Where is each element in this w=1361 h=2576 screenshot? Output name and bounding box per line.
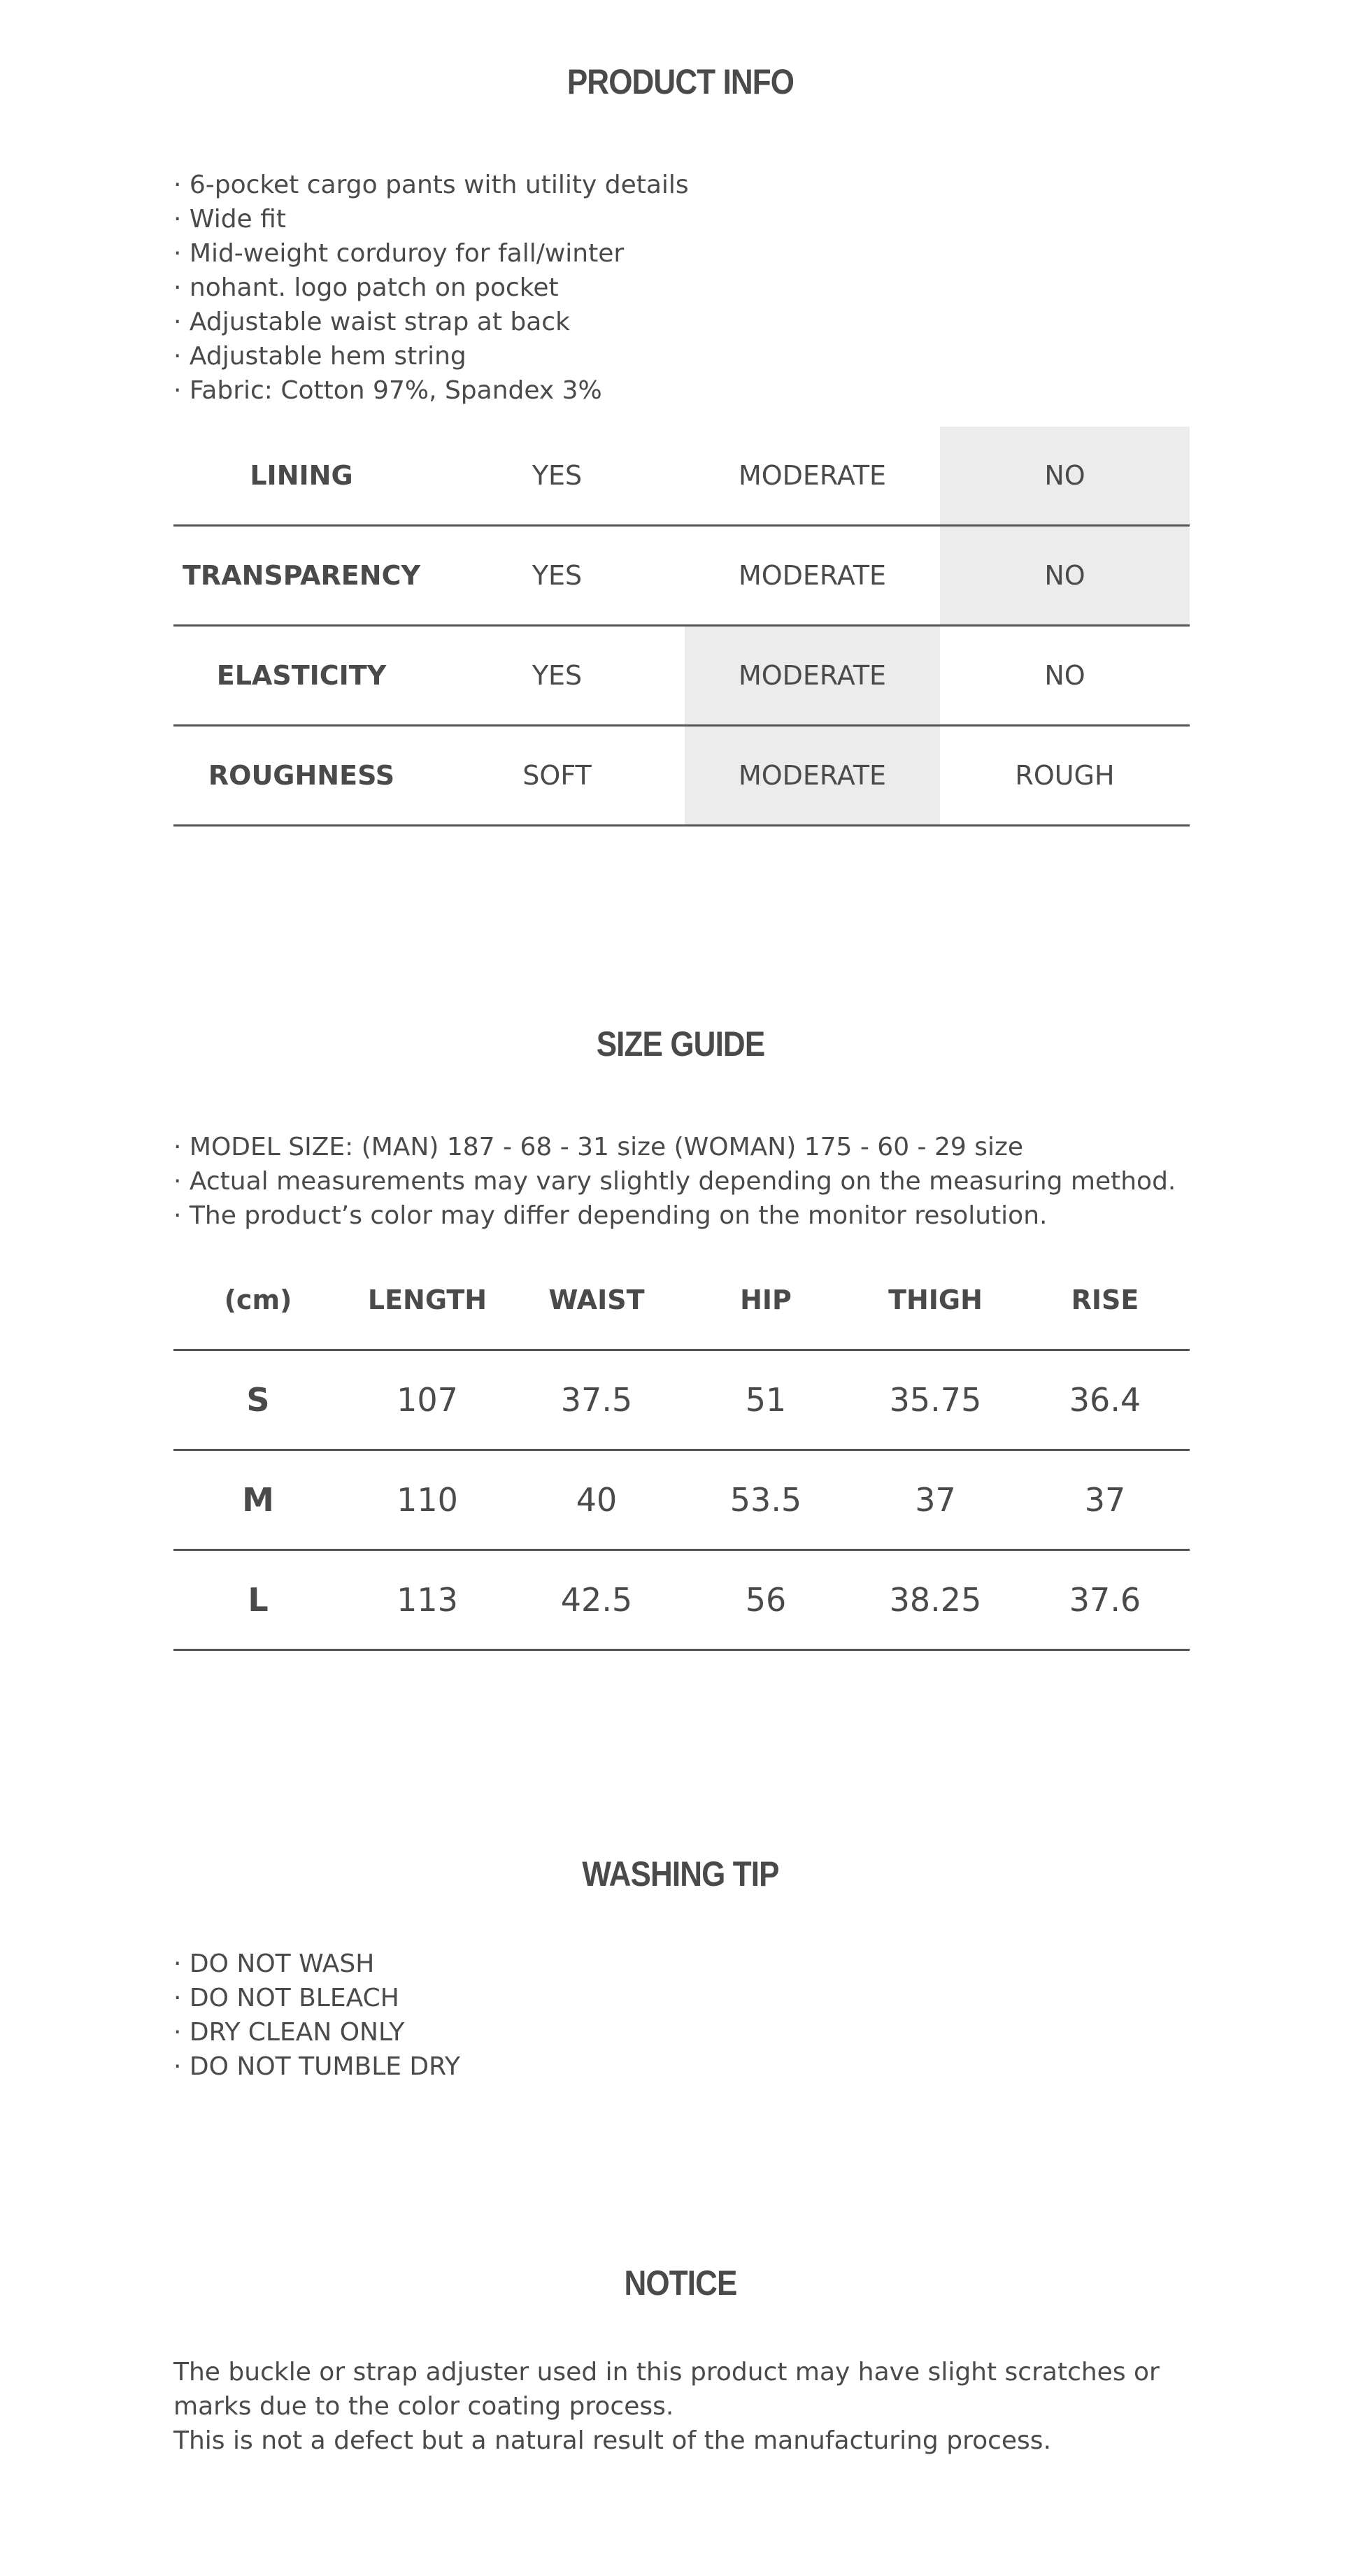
list-item: · Adjustable waist strap at back [173,305,689,339]
table-cell: 37.5 [512,1350,681,1450]
list-item: · DRY CLEAN ONLY [173,2015,460,2049]
size-label: S [173,1350,343,1450]
notice-line: marks due to the color coating process. [173,2392,674,2421]
list-item: · Adjustable hem string [173,339,689,373]
notice-title: NOTICE [624,2263,737,2303]
table-cell: 42.5 [512,1550,681,1650]
table-cell: 110 [343,1450,512,1550]
attribute-option: SOFT [429,726,685,826]
notice-line: The buckle or strap adjuster used in this product may have slight scratches or [173,2358,1160,2387]
column-header: RISE [1020,1251,1190,1350]
attribute-label: ELASTICITY [173,626,429,726]
list-item: · The product’s color may differ depending on the monitor resolution. [173,1198,1176,1233]
size-chart-table [173,1251,1190,1651]
table-cell: 35.75 [850,1350,1020,1450]
attribute-label: TRANSPARENCY [173,526,429,626]
attribute-option: ROUGH [940,726,1190,826]
column-header: HIP [681,1251,850,1350]
attribute-option: MODERATE [685,526,940,626]
product-info-list [173,168,689,408]
table-cell: 37.6 [1020,1550,1190,1650]
table-cell: 37 [1020,1450,1190,1550]
table-row [173,427,1190,526]
attribute-option: YES [429,526,685,626]
list-item: · 6-pocket cargo pants with utility details [173,168,689,202]
list-item: · Actual measurements may vary slightly depending on the measuring method. [173,1164,1176,1198]
table-header-row [173,1251,1190,1350]
notice-text [173,2355,1188,2458]
table-cell: 113 [343,1550,512,1650]
table-cell: 56 [681,1550,850,1650]
table-cell: 37 [850,1450,1020,1550]
list-item: · Wide fit [173,202,689,236]
table-row [173,726,1190,826]
table-cell: 36.4 [1020,1350,1190,1450]
size-label: M [173,1450,343,1550]
size-guide-title: SIZE GUIDE [596,1024,765,1064]
column-header: WAIST [512,1251,681,1350]
attribute-option: MODERATE [685,626,940,726]
product-info-title: PRODUCT INFO [567,62,794,101]
size-label: L [173,1550,343,1650]
table-row [173,526,1190,626]
size-guide-notes [173,1130,1176,1233]
list-item: · DO NOT TUMBLE DRY [173,2049,460,2084]
table-cell: 38.25 [850,1550,1020,1650]
table-row [173,1350,1190,1450]
attribute-option: NO [940,526,1190,626]
attribute-option: MODERATE [685,726,940,826]
list-item: · MODEL SIZE: (MAN) 187 - 68 - 31 size (WOMAN) 175 - 60 - 29 size [173,1130,1176,1164]
table-cell: 53.5 [681,1450,850,1550]
washing-tip-title: WASHING TIP [582,1854,779,1894]
table-row [173,626,1190,726]
attribute-option: MODERATE [685,427,940,526]
column-header: LENGTH [343,1251,512,1350]
table-row [173,1550,1190,1650]
list-item: · DO NOT BLEACH [173,1981,460,2015]
list-item: · DO NOT WASH [173,1947,460,1981]
list-item: · Mid-weight corduroy for fall/winter [173,236,689,271]
list-item: · Fabric: Cotton 97%, Spandex 3% [173,373,689,408]
column-header: (cm) [173,1251,343,1350]
attribute-option: NO [940,427,1190,526]
attribute-option: YES [429,427,685,526]
attribute-option: NO [940,626,1190,726]
table-cell: 51 [681,1350,850,1450]
attribute-option: YES [429,626,685,726]
table-row [173,1450,1190,1550]
column-header: THIGH [850,1251,1020,1350]
list-item: · nohant. logo patch on pocket [173,271,689,305]
notice-line: This is not a defect but a natural result of the manufacturing process. [173,2426,1052,2455]
washing-tip-list [173,1947,460,2084]
product-attributes-table [173,427,1190,827]
table-cell: 40 [512,1450,681,1550]
attribute-label: ROUGHNESS [173,726,429,826]
table-cell: 107 [343,1350,512,1450]
attribute-label: LINING [173,427,429,526]
